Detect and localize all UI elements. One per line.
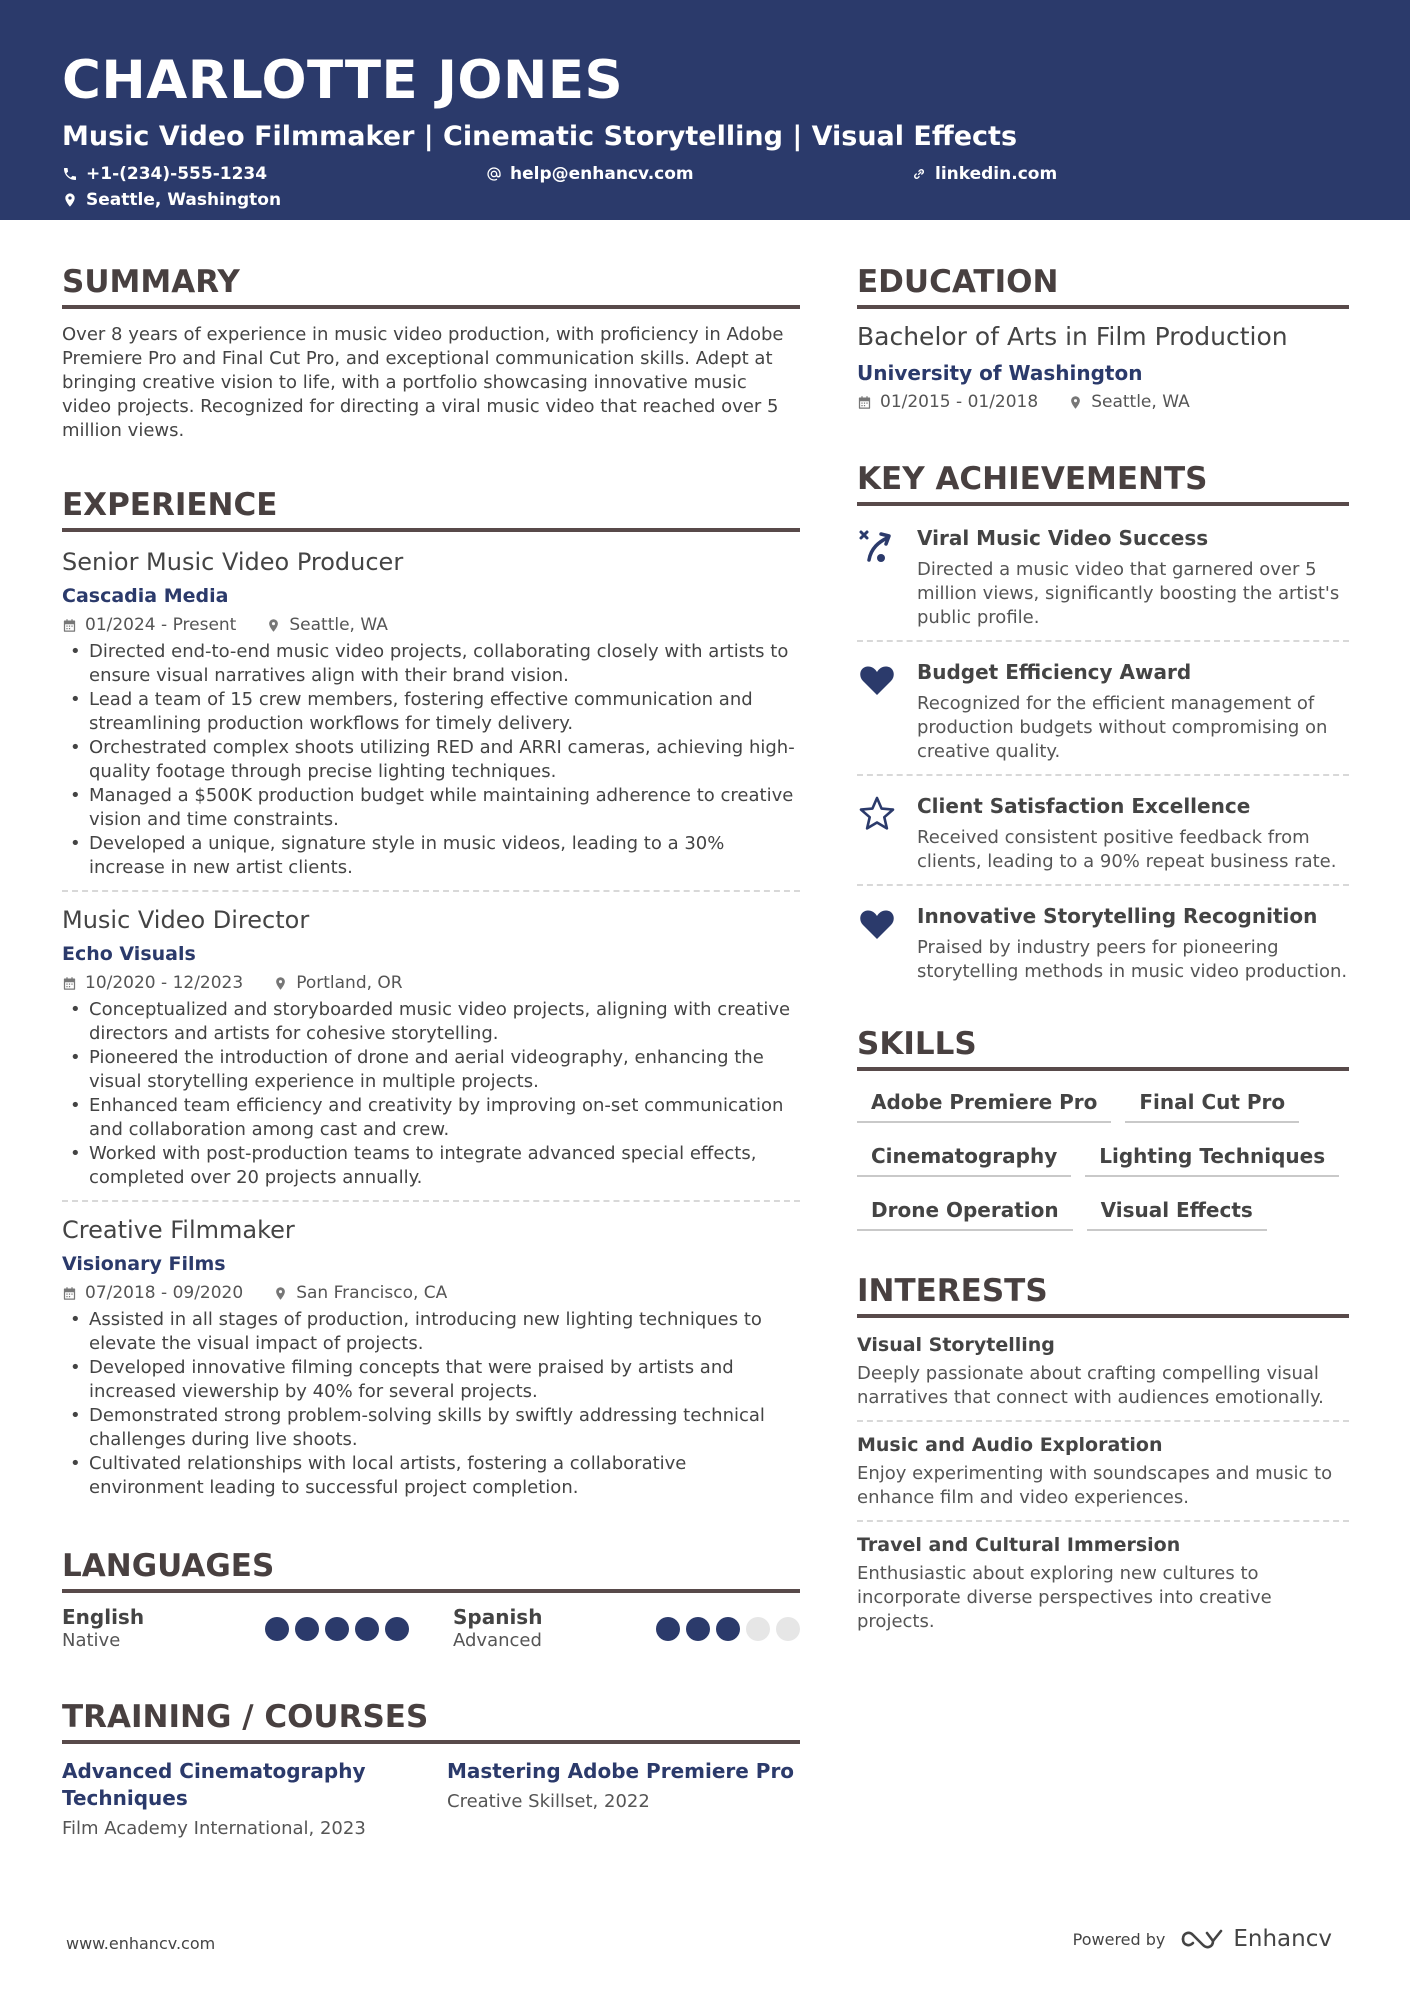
footer-branding — [1073, 1926, 1332, 1952]
achievement-title: Budget Efficiency Award — [917, 660, 1192, 684]
education-degree: Bachelor of Arts in Film Production — [857, 322, 1288, 351]
rating-dot-filled — [716, 1617, 740, 1641]
interests-heading: INTERESTS — [857, 1271, 1349, 1318]
job-dates: 07/2018 - 09/2020 — [85, 1283, 244, 1303]
heart-icon — [857, 904, 897, 944]
job-entry — [62, 904, 800, 1202]
achievement-desc: Praised by industry peers for pioneering storytelling methods in music video production. — [917, 937, 1348, 982]
rating-dot-filled — [295, 1617, 319, 1641]
company-name: Visionary Films — [62, 1253, 226, 1275]
skills-list — [857, 1085, 1349, 1231]
at-icon — [486, 166, 502, 182]
language-level: Advanced — [453, 1630, 542, 1651]
job-location-text: Seattle, WA — [289, 615, 388, 635]
enhancv-logo-icon — [1179, 1927, 1227, 1951]
rating-dot-filled — [656, 1617, 680, 1641]
interest-desc: Enthusiastic about exploring new cultures to incorporate diverse perspectives into creative projects. — [857, 1563, 1272, 1632]
right-column — [857, 262, 1349, 1654]
course-title: Mastering Adobe Premiere Pro — [447, 1759, 795, 1783]
course-item — [62, 1758, 415, 1842]
location-pin-icon — [1068, 395, 1083, 410]
job-bullet: • Lead a team of 15 crew members, fostering effective communication and streamlining production workflows for timely delivery. — [62, 688, 800, 736]
job-entry — [62, 1214, 800, 1510]
email-text: help@enhancv.com — [510, 164, 694, 184]
rating-dot-empty — [776, 1617, 800, 1641]
company-name: Cascadia Media — [62, 585, 229, 607]
job-bullets — [62, 1308, 800, 1500]
job-bullet: • Conceptualized and storyboarded music video projects, aligning with creative directors and artists for cohesive storytelling. — [62, 998, 800, 1046]
interest-desc: Enjoy experimenting with soundscapes and music to enhance film and video experiences. — [857, 1463, 1333, 1508]
rating-dot-filled — [385, 1617, 409, 1641]
language-item — [453, 1605, 800, 1653]
skill-tag: Adobe Premiere Pro — [857, 1085, 1111, 1123]
rating-dot-filled — [265, 1617, 289, 1641]
summary-text: Over 8 years of experience in music video production, with proficiency in Adobe Premiere Pro and Final Cut Pro, and exceptional communication skills. Adept at bringing creative vision to life, with a portfolio showcasing innovative music video projects. Recognized for directing a viral music video that reached over 5 million views. — [62, 324, 784, 441]
contact-email[interactable] — [486, 164, 694, 184]
achievement-title: Client Satisfaction Excellence — [917, 794, 1251, 818]
heart-icon — [857, 660, 897, 700]
skill-tag: Visual Effects — [1087, 1193, 1267, 1231]
achievements-section — [857, 459, 1349, 994]
interest-title: Music and Audio Exploration — [857, 1434, 1163, 1456]
interest-desc: Deeply passionate about crafting compelling visual narratives that connect with audiences emotionally. — [857, 1363, 1324, 1408]
language-item — [62, 1605, 409, 1653]
phone-text: +1-(234)-555-1234 — [86, 164, 268, 184]
job-location — [266, 612, 388, 638]
job-bullet: • Assisted in all stages of production, introducing new lighting techniques to elevate the visual impact of projects. — [62, 1308, 800, 1356]
calendar-icon — [62, 618, 77, 633]
rating-dot-empty — [746, 1617, 770, 1641]
brand-name: Enhancv — [1233, 1926, 1332, 1952]
rating-dot-filled — [325, 1617, 349, 1641]
course-provider: Creative Skillset, 2022 — [447, 1791, 650, 1812]
calendar-icon — [62, 976, 77, 991]
job-meta — [62, 1280, 800, 1306]
education-school: University of Washington — [857, 361, 1143, 385]
contact-location — [62, 190, 281, 210]
rating-dot-filled — [686, 1617, 710, 1641]
location-pin-icon — [62, 192, 78, 208]
achievement-title: Innovative Storytelling Recognition — [917, 904, 1318, 928]
job-bullets — [62, 998, 800, 1190]
achievement-icon-wrap — [857, 902, 903, 984]
achievement-icon-wrap — [857, 792, 903, 874]
linkedin-text: linkedin.com — [935, 164, 1058, 184]
candidate-name: CHARLOTTE JONES — [62, 50, 624, 111]
calendar-icon — [857, 395, 872, 410]
job-bullet: • Developed a unique, signature style in music videos, leading to a 30% increase in new artist clients. — [62, 832, 800, 880]
skill-tag: Cinematography — [857, 1139, 1071, 1177]
languages-section — [62, 1546, 800, 1653]
contact-phone[interactable] — [62, 164, 267, 184]
language-name: Spanish — [453, 1605, 543, 1629]
job-bullet: • Pioneered the introduction of drone and aerial videography, enhancing the visual storytelling experience in multiple projects. — [62, 1046, 800, 1094]
resume-header — [0, 0, 1410, 220]
job-title: Senior Music Video Producer — [62, 548, 404, 576]
job-title: Music Video Director — [62, 906, 310, 934]
job-bullet: • Cultivated relationships with local artists, fostering a collaborative environment leading to successful project completion. — [62, 1452, 800, 1500]
skill-tag: Drone Operation — [857, 1193, 1073, 1231]
skills-heading: SKILLS — [857, 1024, 1349, 1071]
education-meta — [857, 389, 1349, 415]
job-location-text: San Francisco, CA — [296, 1283, 448, 1303]
job-meta — [62, 612, 800, 638]
job-bullet: • Managed a $500K production budget while maintaining adherence to creative vision and time constraints. — [62, 784, 800, 832]
star-icon — [857, 794, 897, 834]
skill-tag: Final Cut Pro — [1125, 1085, 1299, 1123]
language-name: English — [62, 1605, 145, 1629]
strategy-icon — [857, 526, 897, 566]
job-dates: 01/2024 - Present — [85, 615, 237, 635]
powered-by-label: Powered by — [1072, 1929, 1166, 1949]
education-location — [1068, 389, 1190, 415]
job-location-text: Portland, OR — [296, 973, 403, 993]
job-location — [273, 970, 402, 996]
calendar-icon — [62, 1286, 77, 1301]
left-column — [62, 262, 800, 1842]
achievement-desc: Received consistent positive feedback from clients, leading to a 90% repeat business rate. — [917, 827, 1337, 872]
location-pin-icon — [266, 618, 281, 633]
skills-section — [857, 1024, 1349, 1231]
job-entry — [62, 546, 800, 892]
job-bullet: • Developed innovative filming concepts that were praised by artists and increased viewership by 40% for several projects. — [62, 1356, 800, 1404]
contact-info — [62, 160, 1348, 220]
languages-list — [62, 1605, 800, 1653]
job-dates: 10/2020 - 12/2023 — [85, 973, 244, 993]
education-heading: EDUCATION — [857, 262, 1349, 309]
achievement-item — [857, 520, 1349, 642]
job-location — [273, 1280, 447, 1306]
phone-icon — [62, 166, 78, 182]
enhancv-logo[interactable] — [1179, 1926, 1332, 1952]
summary-section — [62, 262, 800, 443]
skill-tag: Lighting Techniques — [1085, 1139, 1339, 1177]
achievement-item — [857, 898, 1349, 994]
job-title: Creative Filmmaker — [62, 1216, 295, 1244]
contact-linkedin[interactable] — [911, 164, 1057, 184]
experience-section — [62, 485, 800, 1510]
experience-heading: EXPERIENCE — [62, 485, 800, 532]
summary-heading: SUMMARY — [62, 262, 800, 309]
achievement-desc: Recognized for the efficient management of production budgets without compromising on creative quality. — [917, 693, 1328, 762]
achievement-title: Viral Music Video Success — [917, 526, 1209, 550]
achievement-item — [857, 788, 1349, 886]
education-dates: 01/2015 - 01/2018 — [880, 392, 1039, 412]
training-section — [62, 1697, 800, 1842]
courses-list — [62, 1758, 800, 1842]
job-bullet: • Demonstrated strong problem-solving skills by swiftly addressing technical challenges during live shoots. — [62, 1404, 800, 1452]
location-pin-icon — [273, 976, 288, 991]
education-location-text: Seattle, WA — [1091, 392, 1190, 412]
footer-website[interactable]: www.enhancv.com — [66, 1934, 216, 1953]
language-rating — [656, 1617, 800, 1641]
achievement-item — [857, 654, 1349, 776]
course-title: Advanced Cinematography Techniques — [62, 1759, 366, 1810]
link-icon — [911, 166, 927, 182]
course-item — [447, 1758, 800, 1842]
achievement-icon-wrap — [857, 658, 903, 764]
interest-item — [857, 1532, 1349, 1644]
languages-heading: LANGUAGES — [62, 1546, 800, 1593]
achievement-icon-wrap — [857, 524, 903, 630]
job-bullet: • Directed end-to-end music video projects, collaborating closely with artists to ensure visual narratives align with their brand vision. — [62, 640, 800, 688]
achievements-heading: KEY ACHIEVEMENTS — [857, 459, 1349, 506]
company-name: Echo Visuals — [62, 943, 196, 965]
interests-section — [857, 1271, 1349, 1644]
location-pin-icon — [273, 1286, 288, 1301]
job-bullet: • Enhanced team efficiency and creativity by improving on-set communication and collaboration among cast and crew. — [62, 1094, 800, 1142]
interest-item — [857, 1332, 1349, 1422]
training-heading: TRAINING / COURSES — [62, 1697, 800, 1744]
language-level: Native — [62, 1630, 121, 1651]
interest-title: Travel and Cultural Immersion — [857, 1534, 1181, 1556]
job-meta — [62, 970, 800, 996]
achievement-desc: Directed a music video that garnered over 5 million views, significantly boosting the artist's public profile. — [917, 559, 1340, 628]
job-bullet: • Worked with post-production teams to integrate advanced special effects, completed over 20 projects annually. — [62, 1142, 800, 1190]
candidate-title: Music Video Filmmaker | Cinematic Storytelling | Visual Effects — [62, 121, 1018, 152]
interest-title: Visual Storytelling — [857, 1334, 1055, 1356]
job-bullet: • Orchestrated complex shoots utilizing RED and ARRI cameras, achieving high-quality footage through precise lighting techniques. — [62, 736, 800, 784]
education-section — [857, 262, 1349, 415]
job-bullets — [62, 640, 800, 880]
language-rating — [265, 1617, 409, 1641]
interest-item — [857, 1432, 1349, 1522]
course-provider: Film Academy International, 2023 — [62, 1818, 366, 1839]
location-text: Seattle, Washington — [86, 190, 282, 210]
rating-dot-filled — [355, 1617, 379, 1641]
